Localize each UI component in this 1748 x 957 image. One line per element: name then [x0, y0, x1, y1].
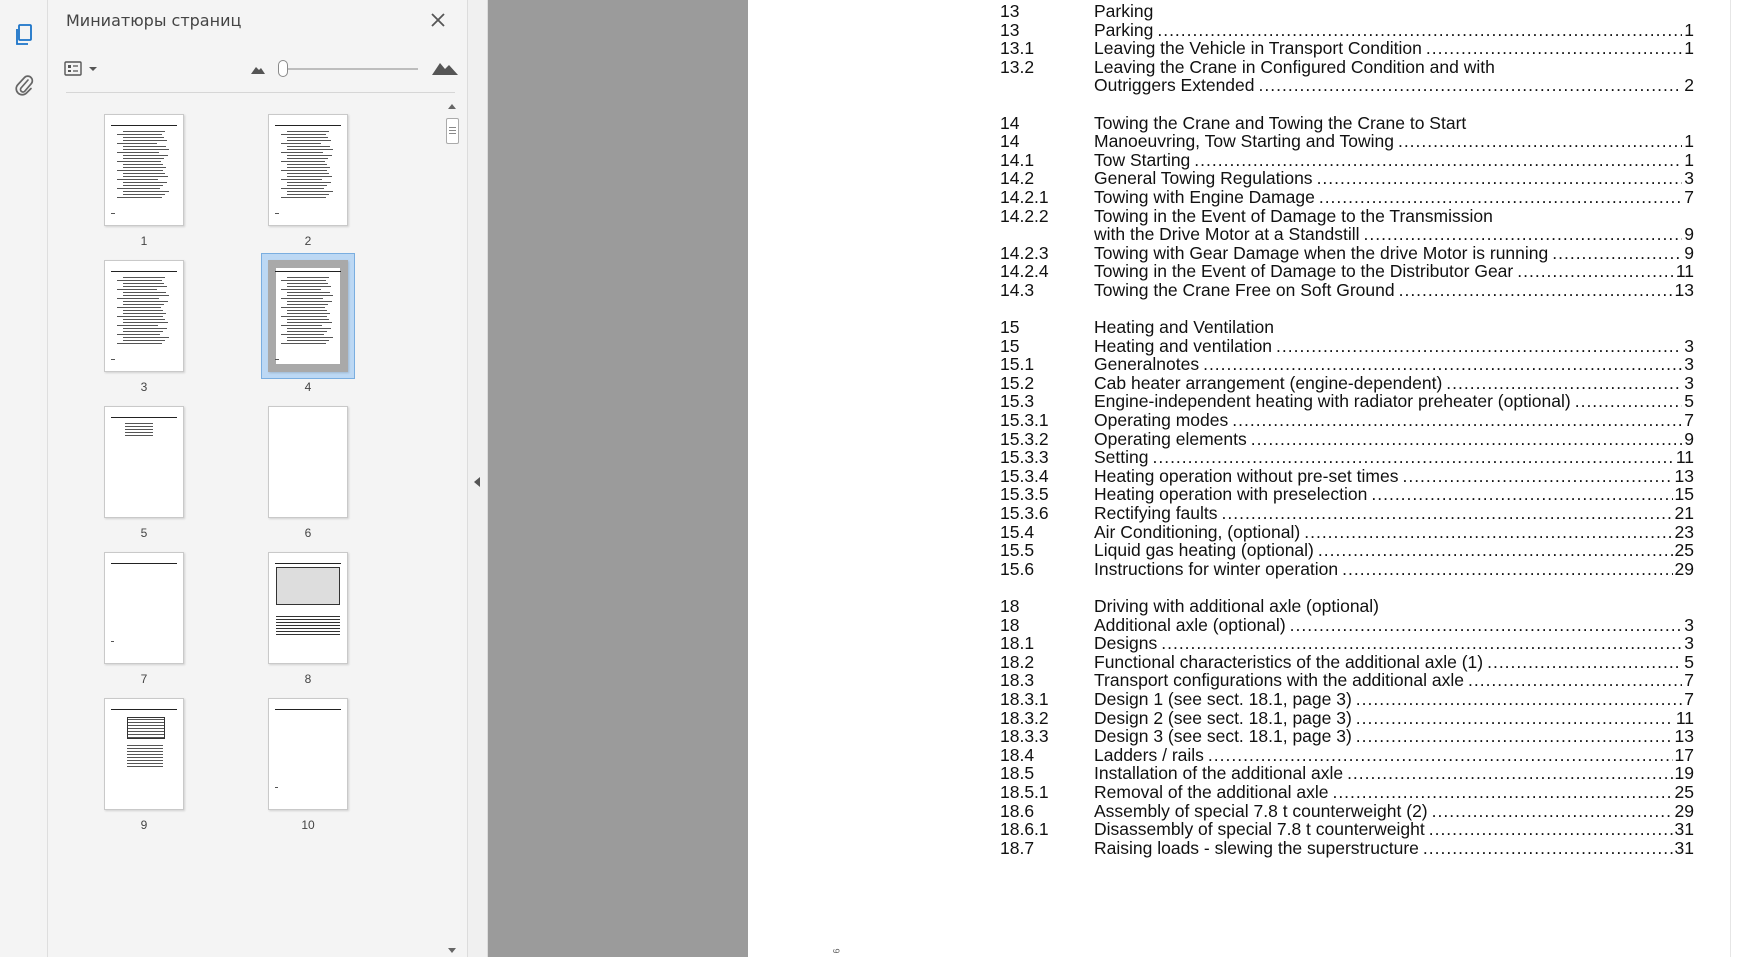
- toc-leader-dots: [1259, 75, 1683, 96]
- toc-entry-title: Air Conditioning, (optional): [1094, 521, 1301, 542]
- toc-entry-title: Engine-independent heating with radiator preheater (optional): [1094, 391, 1571, 412]
- toc-page-number: 5: [1684, 651, 1694, 672]
- thumbnail-line: [123, 328, 167, 329]
- thumbnail-line: [117, 343, 162, 344]
- toc-section-number: 15.3.2: [1000, 428, 1049, 449]
- thumbnail-line: [117, 298, 159, 299]
- toc-entry-title: Heating operation with preselection: [1094, 484, 1368, 505]
- thumbnail-options-button[interactable]: [63, 57, 107, 81]
- toc-section-number: 15.3.6: [1000, 503, 1049, 523]
- toc-page-number: 9: [1684, 428, 1694, 449]
- thumbnail-page-preview: [268, 698, 348, 810]
- thumbnail-line: [111, 417, 177, 418]
- thumbnail-page-number: 4: [304, 380, 312, 394]
- toc-section-number: 15.3: [1000, 391, 1035, 412]
- toc-section-number: 18.4: [1000, 744, 1035, 765]
- toc-section-number: 14.2.4: [1000, 261, 1049, 282]
- thumbnail-options-icon: [63, 59, 107, 79]
- toc-entry-title: Leaving the Crane in Configured Condition and with: [1094, 56, 1495, 77]
- toc-page-number: 1: [1684, 19, 1694, 40]
- toc-section-number: 15: [1000, 317, 1020, 337]
- thumbnail-line: [281, 170, 327, 171]
- toc-entry-title: Design 3 (see sect. 18.1, page 3): [1094, 726, 1352, 747]
- toc-leader-dots: [1342, 559, 1672, 580]
- toc-section-number: 14.2.3: [1000, 242, 1049, 263]
- thumbnail-line: [287, 313, 330, 314]
- toc-entry-title: Designs: [1094, 633, 1158, 654]
- thumbnail-line: [287, 140, 331, 141]
- toolbar-divider: [66, 92, 455, 93]
- thumbnail-line: [287, 167, 330, 168]
- thumbnail-line: [281, 179, 322, 180]
- toc-entry-title: Towing with Engine Damage: [1094, 186, 1315, 207]
- thumbnail-line: [287, 328, 331, 329]
- toc-entry-title: Ladders / rails: [1094, 744, 1204, 765]
- thumbnail-line: [123, 149, 169, 150]
- toc-entry-title: Towing the Crane and Towing the Crane to Start: [1094, 112, 1467, 133]
- thumbnail-line: [287, 292, 330, 293]
- thumbnail-line: [111, 125, 177, 126]
- toc-page-number: 11: [1675, 707, 1694, 728]
- thumbnail-line: [287, 283, 328, 284]
- toc-entry-title: Rectifying faults: [1094, 503, 1218, 523]
- thumbnail-line: [123, 337, 169, 338]
- toc-section-number: 14: [1000, 131, 1020, 152]
- toc-page-number: 31: [1674, 837, 1694, 858]
- toc-section-number: 15.3.1: [1000, 410, 1049, 430]
- thumbnail-line: [127, 763, 163, 764]
- toc-page-number: 2: [1684, 75, 1694, 96]
- thumbnail-line: [127, 748, 163, 749]
- toc-section-number: 18.3.3: [1000, 726, 1049, 747]
- thumbnail-page-number: 2: [304, 234, 312, 248]
- toc-section-number: 15.6: [1000, 558, 1035, 579]
- thumbnail-line: [287, 319, 329, 320]
- thumbnail-line: [123, 140, 167, 141]
- thumbnail-line: [287, 182, 331, 183]
- toc-section-number: 13: [1000, 1, 1020, 21]
- thumbnail-line: [281, 134, 326, 135]
- page-edge-label: 6: [831, 948, 842, 954]
- toc-entry-title: Raising loads - slewing the superstructure: [1094, 837, 1419, 858]
- thumbnail-line: [123, 295, 169, 296]
- toc-page-number: 3: [1684, 372, 1694, 393]
- toc-leader-dots: [1423, 838, 1673, 859]
- toc-leader-dots: [1399, 280, 1673, 301]
- thumbnail-line: [123, 182, 167, 183]
- thumbnail-line: [117, 197, 162, 198]
- thumbnail-line: [123, 131, 165, 132]
- toc-entry-title: Assembly of special 7.8 t counterweight (2): [1094, 800, 1428, 821]
- toc-entry-title: Heating operation without pre-set times: [1094, 465, 1399, 486]
- thumbnail-page-number: 5: [140, 526, 148, 540]
- thumbnail-line: [287, 146, 330, 147]
- toc-entry-line: [1094, 559, 1694, 580]
- toc-section-number: 18.7: [1000, 837, 1035, 858]
- thumbnail-line: [127, 745, 163, 746]
- toc-section-number: 14.2: [1000, 168, 1035, 189]
- toc-entry-title: Operating modes: [1094, 410, 1229, 430]
- toc-section-number: 14.3: [1000, 279, 1035, 300]
- thumbnail-page-number: 7: [140, 672, 148, 686]
- thumbnail-line: [123, 340, 165, 341]
- thumbnail-line: [287, 176, 332, 177]
- thumbnail-page-number: 9: [140, 818, 148, 832]
- toc-section-number: 14: [1000, 112, 1020, 133]
- thumbnail-line: [123, 319, 165, 320]
- toc-section-number: 18: [1000, 595, 1020, 616]
- thumbnail-line: [111, 709, 177, 710]
- toc-section-number: 15: [1000, 335, 1020, 356]
- thumbnail-line: [117, 161, 161, 162]
- thumbnail-line: [117, 280, 162, 281]
- thumbnail-line: [123, 286, 167, 287]
- thumbnail-line: [275, 359, 279, 360]
- thumbnail-page-number: 3: [140, 380, 148, 394]
- toc-section-number: 14.1: [1000, 149, 1035, 170]
- toc-page-number: 7: [1684, 410, 1694, 430]
- thumbnail-line: [123, 137, 164, 138]
- panel-splitter[interactable]: [467, 0, 488, 957]
- thumbnail-line: [125, 432, 153, 433]
- toc-entry-title: Instructions for winter operation: [1094, 558, 1339, 579]
- thumbnail-line: [281, 289, 321, 290]
- thumbnail-line: [275, 125, 341, 126]
- toc-page-number: 11: [1675, 261, 1694, 282]
- toc-entry-title: Additional axle (optional): [1094, 614, 1286, 635]
- thumbnail-line: [287, 301, 332, 302]
- thumbnail-page-preview: [268, 260, 348, 372]
- thumbnail-line: [275, 213, 279, 214]
- thumbnail-line: [123, 185, 163, 186]
- toc-page-number: 13: [1674, 279, 1694, 300]
- thumbnail-line: [117, 152, 159, 153]
- collapse-panel-arrow-icon[interactable]: [474, 477, 480, 487]
- thumbnail-line: [287, 164, 327, 165]
- toc-page-number: 29: [1674, 558, 1694, 579]
- toc-entry-title: with the Drive Motor at a Standstill: [1094, 224, 1360, 245]
- thumbnail-line: [123, 158, 164, 159]
- toc-page-number: 29: [1674, 800, 1694, 821]
- toc-entry-title: Disassembly of special 7.8 t counterweight: [1094, 819, 1425, 840]
- toc-entry-title: Transport configurations with the additional axle: [1094, 670, 1464, 691]
- document-page: [748, 0, 1748, 957]
- toc-section-number: 15.2: [1000, 372, 1035, 393]
- toc-section-number: 18.2: [1000, 651, 1035, 672]
- thumbnail-line: [287, 173, 329, 174]
- thumbnail-line: [287, 158, 328, 159]
- toc-page-number: 3: [1684, 354, 1694, 375]
- toc-section-number: 13.1: [1000, 38, 1035, 59]
- thumbnail-line: [281, 298, 323, 299]
- thumbnail-line: [287, 340, 329, 341]
- thumbnail-line: [281, 280, 326, 281]
- thumbnail-line: [127, 754, 163, 755]
- thumbnail-line: [287, 155, 332, 156]
- thumbnail-line: [281, 161, 325, 162]
- thumbnail-page-preview: [104, 698, 184, 810]
- thumbnail-line: [125, 435, 153, 436]
- toc-section-number: 18.3.2: [1000, 707, 1049, 728]
- toc-section-number: 18.3: [1000, 670, 1035, 691]
- thumbnail-line: [287, 149, 333, 150]
- thumbnail-line: [287, 310, 327, 311]
- toc-page-number: 5: [1684, 391, 1694, 412]
- toc-page-number: 17: [1674, 744, 1694, 765]
- toc-entry-title: Generalnotes: [1094, 354, 1200, 375]
- thumbnail-line: [123, 191, 169, 192]
- thumbnail-line: [287, 131, 329, 132]
- thumbnail-line: [281, 197, 326, 198]
- toc-entry-title: Towing the Crane Free on Soft Ground: [1094, 279, 1395, 300]
- thumbnail-line: [287, 194, 329, 195]
- thumbnail-line: [111, 213, 115, 214]
- toc-section-number: 15.3.3: [1000, 447, 1049, 468]
- toc-page-number: 3: [1684, 335, 1694, 356]
- thumbnail-line: [125, 426, 153, 427]
- thumbnail-line: [281, 334, 324, 335]
- thumbnail-page-number: 1: [140, 234, 148, 248]
- toc-entry-title: Outriggers Extended: [1094, 75, 1255, 96]
- toc-section-number: 13.2: [1000, 56, 1035, 77]
- toc-entry-title: Setting: [1094, 447, 1149, 468]
- tool-rail: [0, 0, 48, 957]
- toc-entry-title: Towing in the Event of Damage to the Distributor Gear: [1094, 261, 1514, 282]
- thumbnail-line: [275, 271, 341, 272]
- scroll-up-arrow-icon[interactable]: [448, 104, 456, 109]
- pages-icon[interactable]: [11, 22, 37, 48]
- toc-entry-line: [1094, 838, 1694, 859]
- thumbnail-line: [117, 134, 162, 135]
- thumbnail-line: [127, 757, 163, 758]
- toc-entry-title: Cab heater arrangement (engine-dependent): [1094, 372, 1443, 393]
- thumbnails-panel: [48, 0, 467, 957]
- thumbnail-line: [287, 331, 327, 332]
- thumbnail-line: [123, 283, 164, 284]
- toc-section-number: 18.6: [1000, 800, 1035, 821]
- slider-track: [278, 68, 418, 70]
- toc-entry-title: Towing in the Event of Damage to the Transmission: [1094, 205, 1493, 226]
- thumbnail-size-slider[interactable]: [278, 57, 418, 81]
- toc-page-number: 11: [1675, 447, 1694, 468]
- thumbnail-page-number: 10: [301, 818, 315, 832]
- panel-title: Миниатюры страниц: [66, 11, 242, 30]
- thumbnail-line: [287, 137, 328, 138]
- thumbnail-line: [281, 325, 322, 326]
- toc-entry-title: Parking: [1094, 1, 1154, 21]
- thumbnail-line: [281, 143, 321, 144]
- thumbnail-line: [287, 191, 333, 192]
- toc-page-number: 13: [1674, 465, 1694, 486]
- thumbnail-scrollbar[interactable]: [444, 100, 461, 957]
- toc-page-number: 7: [1684, 670, 1694, 691]
- toc-page-number: 25: [1674, 781, 1694, 802]
- thumbnail-line: [123, 331, 163, 332]
- thumbnail-line: [281, 307, 325, 308]
- thumbnail-line: [287, 277, 329, 278]
- thumbnail-line: [117, 316, 163, 317]
- toc-page-number: 1: [1684, 131, 1694, 152]
- toc-entry-title: Liquid gas heating (optional): [1094, 540, 1314, 561]
- toc-page-number: 19: [1674, 763, 1694, 784]
- toc-page-number: 1: [1684, 38, 1694, 59]
- thumbnail-line: [111, 359, 115, 360]
- thumbnail-page-preview: [104, 114, 184, 226]
- thumbnail-page-number: 8: [304, 672, 312, 686]
- thumbnail-page-preview: [104, 260, 184, 372]
- thumbnail-line: [117, 307, 161, 308]
- toc-section-number: 15.3.4: [1000, 465, 1049, 486]
- toc-entry-title: Functional characteristics of the additional axle (1): [1094, 651, 1484, 672]
- toc-section-number: 15.4: [1000, 521, 1035, 542]
- thumbnail-line: [123, 194, 165, 195]
- toc-page-number: 3: [1684, 168, 1694, 189]
- document-viewer-background: [488, 0, 748, 957]
- toc-page-number: 9: [1684, 242, 1694, 263]
- scroll-down-arrow-icon[interactable]: [448, 948, 456, 953]
- toc-page-number: 31: [1674, 819, 1694, 840]
- thumbnail-line: [117, 334, 160, 335]
- thumbnail-line: [287, 322, 332, 323]
- thumbnail-line: [111, 271, 177, 272]
- toc-page-number: 7: [1684, 688, 1694, 709]
- toc-entry-title: Design 1 (see sect. 18.1, page 3): [1094, 688, 1352, 709]
- thumbnail-line: [123, 164, 163, 165]
- toc-section-number: 18.6.1: [1000, 819, 1049, 840]
- toc-page-number: 9: [1684, 224, 1694, 245]
- thumbnail-page-number: 6: [304, 526, 312, 540]
- thumbnail-line: [127, 751, 163, 752]
- thumbnail-page-preview: [104, 406, 184, 518]
- toc-entry-title: Heating and Ventilation: [1094, 317, 1274, 337]
- toc-section-number: 15.1: [1000, 354, 1035, 375]
- thumbnail-line: [125, 423, 153, 424]
- toc-page-number: 13: [1674, 726, 1694, 747]
- toc-page-number: 7: [1684, 186, 1694, 207]
- toc-section-number: 18.5.1: [1000, 781, 1049, 802]
- thumbnail-line: [123, 301, 168, 302]
- toc-page-number: 1: [1684, 149, 1694, 170]
- thumbnail-line: [117, 143, 157, 144]
- thumbnail-line: [123, 173, 165, 174]
- thumbnail-line: [123, 292, 166, 293]
- close-icon[interactable]: [426, 8, 450, 32]
- thumbnail-line: [111, 563, 177, 564]
- toc-entry-title: General Towing Regulations: [1094, 168, 1313, 189]
- thumbnail-line: [117, 179, 158, 180]
- toc-page-number: 3: [1684, 614, 1694, 635]
- thumbnail-figure: [276, 615, 340, 635]
- small-mountain-icon[interactable]: [249, 61, 267, 77]
- toc-entry-line: [1094, 280, 1694, 301]
- thumbnail-line: [287, 304, 328, 305]
- toc-entry-title: Parking: [1094, 19, 1154, 40]
- large-mountain-icon[interactable]: [431, 58, 459, 78]
- toc-section-number: 13: [1000, 19, 1020, 40]
- toc-entry-title: Design 2 (see sect. 18.1, page 3): [1094, 707, 1352, 728]
- thumbnail-line: [127, 766, 163, 767]
- thumbnail-list: [48, 98, 441, 957]
- thumbnail-line: [117, 289, 157, 290]
- thumbnail-line: [123, 310, 163, 311]
- toc-section-number: 15.3.5: [1000, 484, 1049, 505]
- thumbnail-line: [117, 188, 160, 189]
- scrollbar-thumb[interactable]: [446, 118, 459, 144]
- thumbnail-line: [123, 304, 164, 305]
- paperclip-icon[interactable]: [11, 72, 37, 98]
- toc-entry-title: Installation of the additional axle: [1094, 763, 1344, 784]
- toc-section-number: 18.3.1: [1000, 688, 1049, 709]
- thumbnail-line: [123, 167, 166, 168]
- document-scrollbar[interactable]: [1730, 0, 1748, 957]
- toc-page-number: 25: [1674, 540, 1694, 561]
- toc-section-number: 18.1: [1000, 633, 1035, 654]
- thumbnail-page-preview: [268, 406, 348, 518]
- thumbnail-figure: [276, 567, 340, 605]
- thumbnail-line: [123, 176, 168, 177]
- toc-page-number: 21: [1674, 503, 1694, 523]
- toc-entry-title: Tow Starting: [1094, 149, 1191, 170]
- thumbnail-line: [117, 325, 158, 326]
- thumbnail-line: [281, 316, 327, 317]
- toc-entry-title: Driving with additional axle (optional): [1094, 595, 1380, 616]
- toc-section-number: 18: [1000, 614, 1020, 635]
- thumbnail-line: [275, 787, 278, 788]
- thumbnail-line: [287, 185, 327, 186]
- thumbnail-line: [123, 155, 168, 156]
- thumbnail-page-preview: [268, 114, 348, 226]
- thumbnail-line: [275, 563, 341, 564]
- toc-page-number: 15: [1674, 484, 1694, 505]
- thumbnail-line: [123, 277, 165, 278]
- thumbnail-line: [125, 429, 153, 430]
- toc-entry-title: Towing with Gear Damage when the drive Motor is running: [1094, 242, 1549, 263]
- toc-section-number: 14.2.1: [1000, 186, 1049, 207]
- thumbnail-line: [123, 313, 166, 314]
- thumbnail-line: [281, 343, 326, 344]
- toc-page-number: 23: [1674, 521, 1694, 542]
- toc-section-number: 14.2.2: [1000, 205, 1049, 226]
- toc-entry-line: [1094, 75, 1694, 96]
- toc-section-number: 18.5: [1000, 763, 1035, 784]
- thumbnail-line: [123, 322, 168, 323]
- thumbnail-table: [127, 717, 165, 739]
- thumbnail-line: [275, 709, 341, 710]
- slider-handle[interactable]: [278, 60, 288, 77]
- thumbnail-line: [287, 295, 333, 296]
- thumbnail-line: [287, 337, 333, 338]
- toc-entry-title: Manoeuvring, Tow Starting and Towing: [1094, 131, 1394, 152]
- thumbnail-line: [281, 152, 323, 153]
- thumbnail-line: [123, 146, 166, 147]
- toc-page-number: 3: [1684, 633, 1694, 654]
- toc-section-number: 15.5: [1000, 540, 1035, 561]
- toc-entry-title: Leaving the Vehicle in Transport Condition: [1094, 38, 1422, 59]
- thumbnail-line: [111, 641, 114, 642]
- thumbnail-line: [127, 760, 163, 761]
- thumbnail-toolbar: [58, 52, 458, 86]
- toc-entry-title: Removal of the additional axle: [1094, 781, 1329, 802]
- toc-entry-title: Heating and ventilation: [1094, 335, 1273, 356]
- thumbnail-line: [117, 170, 163, 171]
- thumbnail-line: [287, 286, 331, 287]
- thumbnail-line: [281, 188, 324, 189]
- toc-entry-title: Operating elements: [1094, 428, 1247, 449]
- thumbnail-page-preview: [104, 552, 184, 664]
- thumbnail-page-preview: [268, 552, 348, 664]
